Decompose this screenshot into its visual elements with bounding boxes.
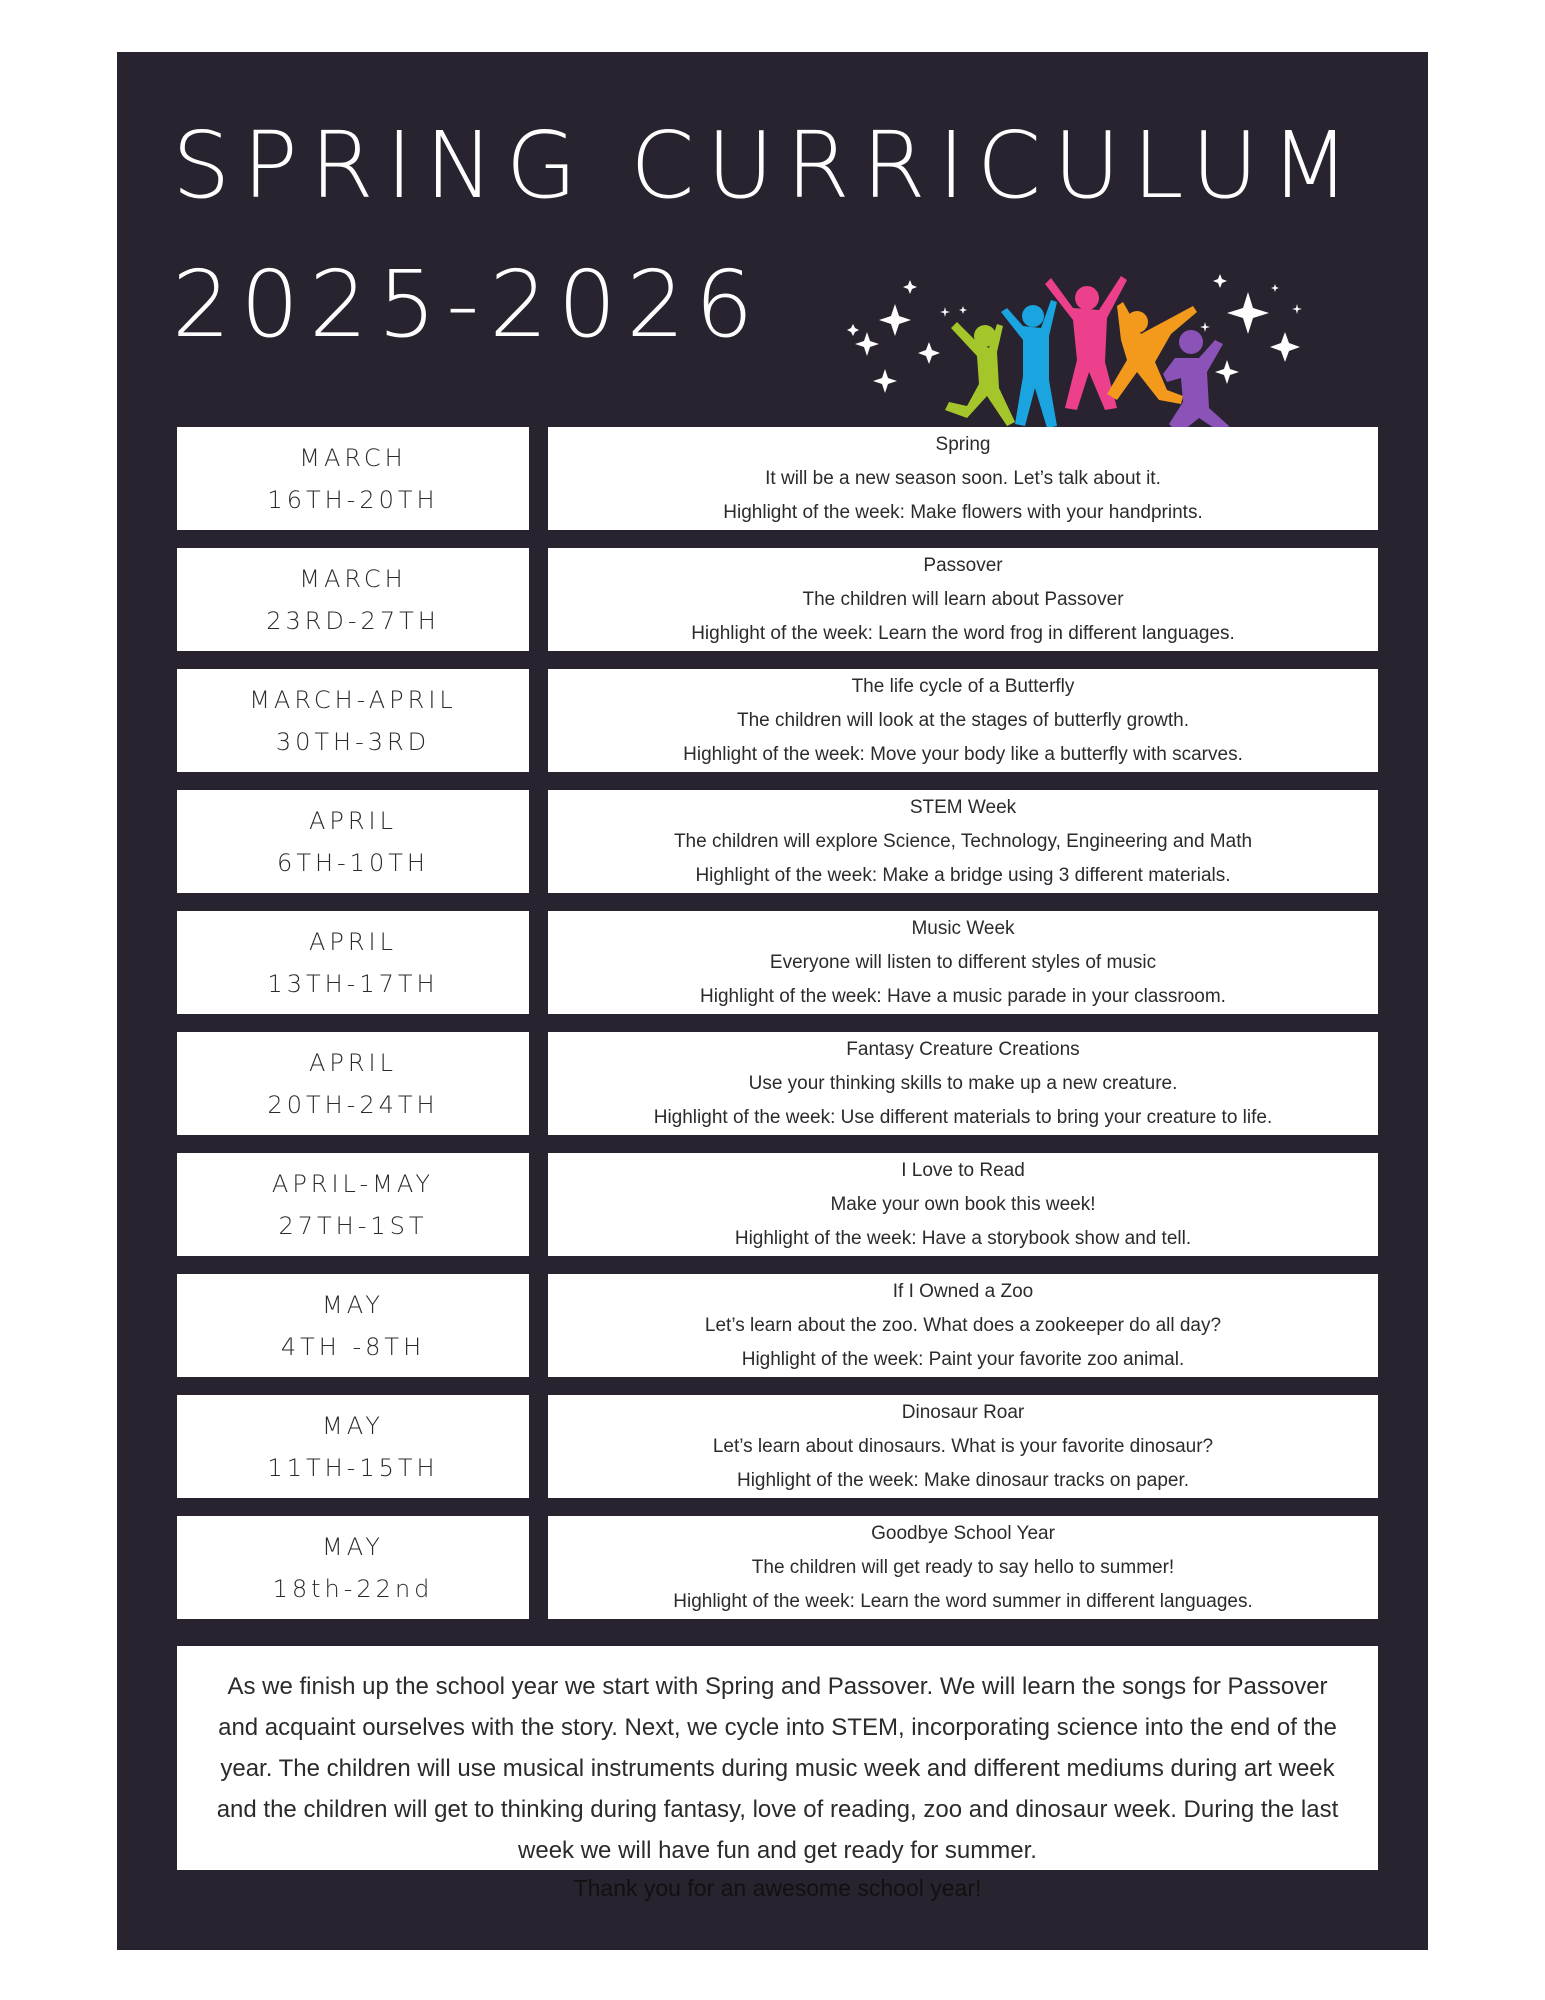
star-icon (1270, 332, 1300, 362)
week-description: It will be a new season soon. Let’s talk about it. (765, 467, 1161, 489)
week-dates: 27TH-1ST (278, 1211, 428, 1240)
week-highlight: Highlight of the week: Make a bridge using 3 different materials. (695, 864, 1231, 886)
star-icon (1271, 284, 1279, 292)
star-icon (1292, 304, 1302, 314)
week-theme: If I Owned a Zoo (892, 1280, 1034, 1302)
week-info-box (548, 1516, 1378, 1619)
week-date-box (177, 548, 529, 651)
week-description: Use your thinking skills to make up a new creature. (748, 1072, 1178, 1094)
summary-paragraph: As we finish up the school year we start with Spring and Passover. We will learn the songs for Passover and acquaint ourselves with the story. Next, we cycle into STEM, incorporating science into the end of the year. The children will use musical instruments during music week and different mediums during art week and the children will get to thinking during fantasy, love of reading, zoo and dinosaur week. During the last week we will have fun and get ready for summer. (177, 1646, 1378, 1870)
star-icon (1200, 322, 1210, 332)
thank-you-note: Thank you for an awesome school year! (573, 1875, 982, 1901)
week-dates: 13TH-17TH (267, 969, 439, 998)
week-theme: The life cycle of a Butterfly (851, 675, 1075, 697)
week-theme: Spring (935, 433, 991, 455)
week-highlight: Highlight of the week: Learn the word frog in different languages. (691, 622, 1235, 644)
week-highlight: Highlight of the week: Make dinosaur tracks on paper. (736, 1469, 1190, 1491)
week-month: MAY (322, 1532, 384, 1561)
week-description: Let’s learn about dinosaurs. What is your favorite dinosaur? (712, 1435, 1214, 1457)
star-icon (873, 369, 897, 393)
week-date-box (177, 1395, 529, 1498)
week-dates: 4TH -8TH (280, 1332, 426, 1361)
week-info-box (548, 669, 1378, 772)
week-info-box (548, 1032, 1378, 1135)
week-date-box (177, 669, 529, 772)
week-month: APRIL (308, 806, 397, 835)
week-row (177, 1516, 1378, 1619)
week-month: MARCH (299, 564, 407, 593)
week-month: APRIL (308, 927, 397, 956)
week-date-box (177, 1274, 529, 1377)
week-row (177, 1395, 1378, 1498)
week-month: MAY (322, 1411, 384, 1440)
star-icon (1215, 360, 1239, 384)
week-info-box (548, 911, 1378, 1014)
week-theme: Music Week (911, 917, 1015, 939)
week-info-box (548, 548, 1378, 651)
week-info-box (548, 1274, 1378, 1377)
week-theme: Fantasy Creature Creations (846, 1038, 1080, 1060)
week-date-box (177, 427, 529, 530)
week-dates: 20TH-24TH (267, 1090, 439, 1119)
week-info-box (548, 427, 1378, 530)
week-month: MAY (322, 1290, 384, 1319)
week-theme: Goodbye School Year (871, 1522, 1055, 1544)
week-theme: STEM Week (909, 796, 1017, 818)
week-description: Let’s learn about the zoo. What does a zookeeper do all day? (704, 1314, 1222, 1336)
week-date-box (177, 1032, 529, 1135)
star-icon (1213, 274, 1227, 288)
week-dates: 16TH-20TH (267, 485, 439, 514)
week-row (177, 1153, 1378, 1256)
week-dates: 6TH-10TH (277, 848, 429, 877)
week-month: APRIL-MAY (271, 1169, 435, 1198)
week-description: The children will look at the stages of butterfly growth. (736, 709, 1189, 731)
star-icon (879, 304, 911, 336)
week-highlight: Highlight of the week: Use different materials to bring your creature to life. (653, 1106, 1273, 1128)
week-description: Everyone will listen to different styles of music (769, 951, 1157, 973)
page-subtitle-year: 2025-2026 (172, 251, 764, 358)
star-icon (918, 342, 940, 364)
star-icon (847, 324, 859, 336)
week-description: The children will get ready to say hello to summer! (751, 1556, 1175, 1578)
week-date-box (177, 790, 529, 893)
week-dates: 11TH-15TH (267, 1453, 439, 1482)
week-row (177, 1032, 1378, 1135)
curriculum-poster (117, 52, 1428, 1950)
week-theme: I Love to Read (901, 1159, 1025, 1181)
week-description: The children will explore Science, Technology, Engineering and Math (673, 830, 1253, 852)
week-date-box (177, 1153, 529, 1256)
week-highlight: Highlight of the week: Paint your favorite zoo animal. (741, 1348, 1185, 1370)
week-info-box (548, 790, 1378, 893)
week-month: MARCH-APRIL (249, 685, 457, 714)
week-row (177, 1274, 1378, 1377)
week-month: APRIL (308, 1048, 397, 1077)
week-dates: 18th-22nd (272, 1574, 434, 1603)
star-icon (940, 307, 950, 317)
week-theme: Dinosaur Roar (901, 1401, 1025, 1423)
week-info-box (548, 1153, 1378, 1256)
star-icon (855, 332, 879, 356)
week-row (177, 790, 1378, 893)
week-highlight: Highlight of the week: Make flowers with your handprints. (723, 501, 1203, 523)
child-silhouette-green (945, 322, 1015, 426)
week-highlight: Highlight of the week: Have a music parade in your classroom. (700, 985, 1226, 1007)
week-highlight: Highlight of the week: Learn the word summer in different languages. (673, 1590, 1253, 1612)
week-row (177, 911, 1378, 1014)
week-date-box (177, 911, 529, 1014)
week-date-box (177, 1516, 529, 1619)
star-icon (959, 306, 967, 314)
week-theme: Passover (923, 554, 1003, 576)
child-silhouette-purple (1163, 330, 1229, 434)
child-silhouette-blue (1001, 300, 1057, 428)
week-info-box (548, 1395, 1378, 1498)
star-icon (903, 280, 917, 294)
week-month: MARCH (299, 443, 407, 472)
star-icon (1227, 292, 1269, 334)
week-row (177, 427, 1378, 530)
week-description: The children will learn about Passover (802, 588, 1124, 610)
week-row (177, 669, 1378, 772)
week-dates: 23RD-27TH (266, 606, 440, 635)
week-description: Make your own book this week! (830, 1193, 1096, 1215)
week-highlight: Highlight of the week: Move your body like a butterfly with scarves. (683, 743, 1243, 765)
page-title: SPRING CURRICULUM (172, 112, 1362, 219)
week-dates: 30TH-3RD (275, 727, 431, 756)
week-highlight: Highlight of the week: Have a storybook show and tell. (734, 1227, 1192, 1249)
week-row (177, 548, 1378, 651)
